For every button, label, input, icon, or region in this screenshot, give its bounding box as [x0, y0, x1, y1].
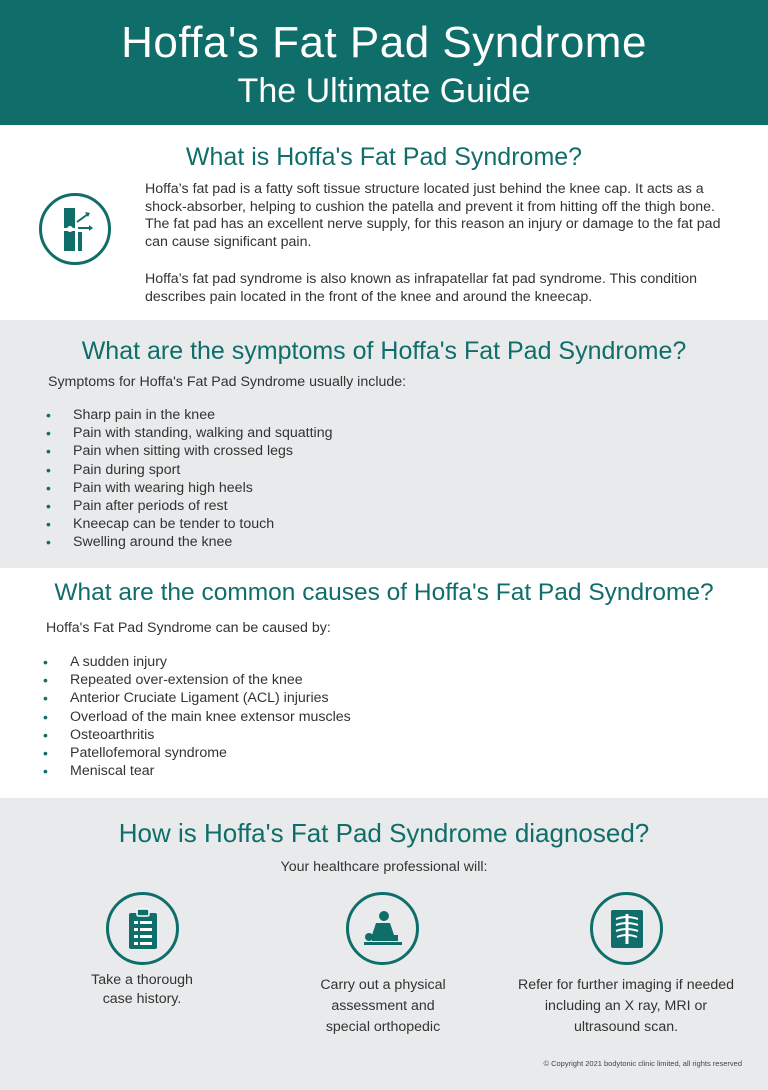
list-item: • Sharp pain in the knee: [46, 406, 332, 424]
what-is-heading: What is Hoffa's Fat Pad Syndrome?: [185, 143, 583, 171]
list-item: • Kneecap can be tender to touch: [46, 515, 332, 533]
list-item: • Patellofemoral syndrome: [43, 744, 351, 762]
diagnosis-heading: How is Hoffa's Fat Pad Syndrome diagnosed?: [118, 818, 650, 848]
what-is-paragraph-2: Hoffa’s fat pad syndrome is also known as infrapatellar fat pad syndrome. This condition describes pain located in the front of the knee and around the kneecap.: [145, 271, 698, 305]
page-title: Hoffa's Fat Pad Syndrome: [121, 18, 647, 67]
page-header: [0, 0, 768, 125]
clipboard-icon: [106, 892, 179, 965]
copyright-text: © Copyright 2021 bodytonic clinic limited, all rights reserved: [543, 1059, 742, 1068]
what-is-section: [0, 125, 768, 320]
list-item: • Pain with standing, walking and squatting: [46, 424, 332, 442]
list-item: • Osteoarthritis: [43, 726, 351, 744]
list-item: • Pain when sitting with crossed legs: [46, 442, 332, 460]
step-line: Take a thorough: [91, 972, 193, 988]
list-item: • Pain after periods of rest: [46, 497, 332, 515]
list-item: • Pain during sport: [46, 461, 332, 479]
list-item: • Anterior Cruciate Ligament (ACL) injuries: [43, 689, 351, 707]
step-line: special orthopedic: [325, 1019, 441, 1035]
causes-heading: What are the common causes of Hoffa's Fat Pad Syndrome?: [54, 579, 714, 606]
diagnosis-section: [0, 798, 768, 1090]
list-item: • Meniscal tear: [43, 762, 351, 780]
step-imaging: [497, 975, 755, 1038]
list-item: • Overload of the main knee extensor muscles: [43, 708, 351, 726]
list-item: • Repeated over-extension of the knee: [43, 671, 351, 689]
list-item: • Swelling around the knee: [46, 533, 332, 551]
step-line: case history.: [102, 991, 182, 1007]
causes-intro: Hoffa's Fat Pad Syndrome can be caused by:: [46, 620, 331, 636]
what-is-paragraph-1: Hoffa’s fat pad is a fatty soft tissue structure located just behind the knee cap. It acts as a shock-absorber, helping to cushion the patella and prevent it from hitting off the thigh bone. The fat pad has an excellent nerve supply, for this reason an injury or damage to the fat pad can cause significant pain.: [145, 181, 721, 250]
step-line: including an X ray, MRI or: [544, 998, 708, 1014]
symptoms-list: [46, 406, 332, 552]
diagnosis-intro: Your healthcare professional will:: [280, 859, 488, 875]
xray-icon: [590, 892, 663, 965]
step-line: assessment and: [331, 998, 435, 1014]
list-item: • A sudden injury: [43, 653, 351, 671]
step-line: Refer for further imaging if needed: [517, 977, 735, 993]
causes-section: [0, 568, 768, 798]
symptoms-heading: What are the symptoms of Hoffa's Fat Pad Syndrome?: [81, 337, 687, 365]
list-item: • Pain with wearing high heels: [46, 479, 332, 497]
causes-list: [43, 653, 351, 780]
symptoms-section: [0, 320, 768, 568]
page-subtitle: The Ultimate Guide: [237, 72, 531, 110]
symptoms-intro: Symptoms for Hoffa's Fat Pad Syndrome usually include:: [48, 374, 407, 390]
step-physical-assessment: [283, 975, 483, 1038]
step-line: ultrasound scan.: [573, 1019, 679, 1035]
knee-icon: [39, 193, 111, 265]
step-line: Carry out a physical: [320, 977, 446, 993]
physical-assessment-icon: [346, 892, 419, 965]
step-case-history: [42, 971, 242, 1009]
